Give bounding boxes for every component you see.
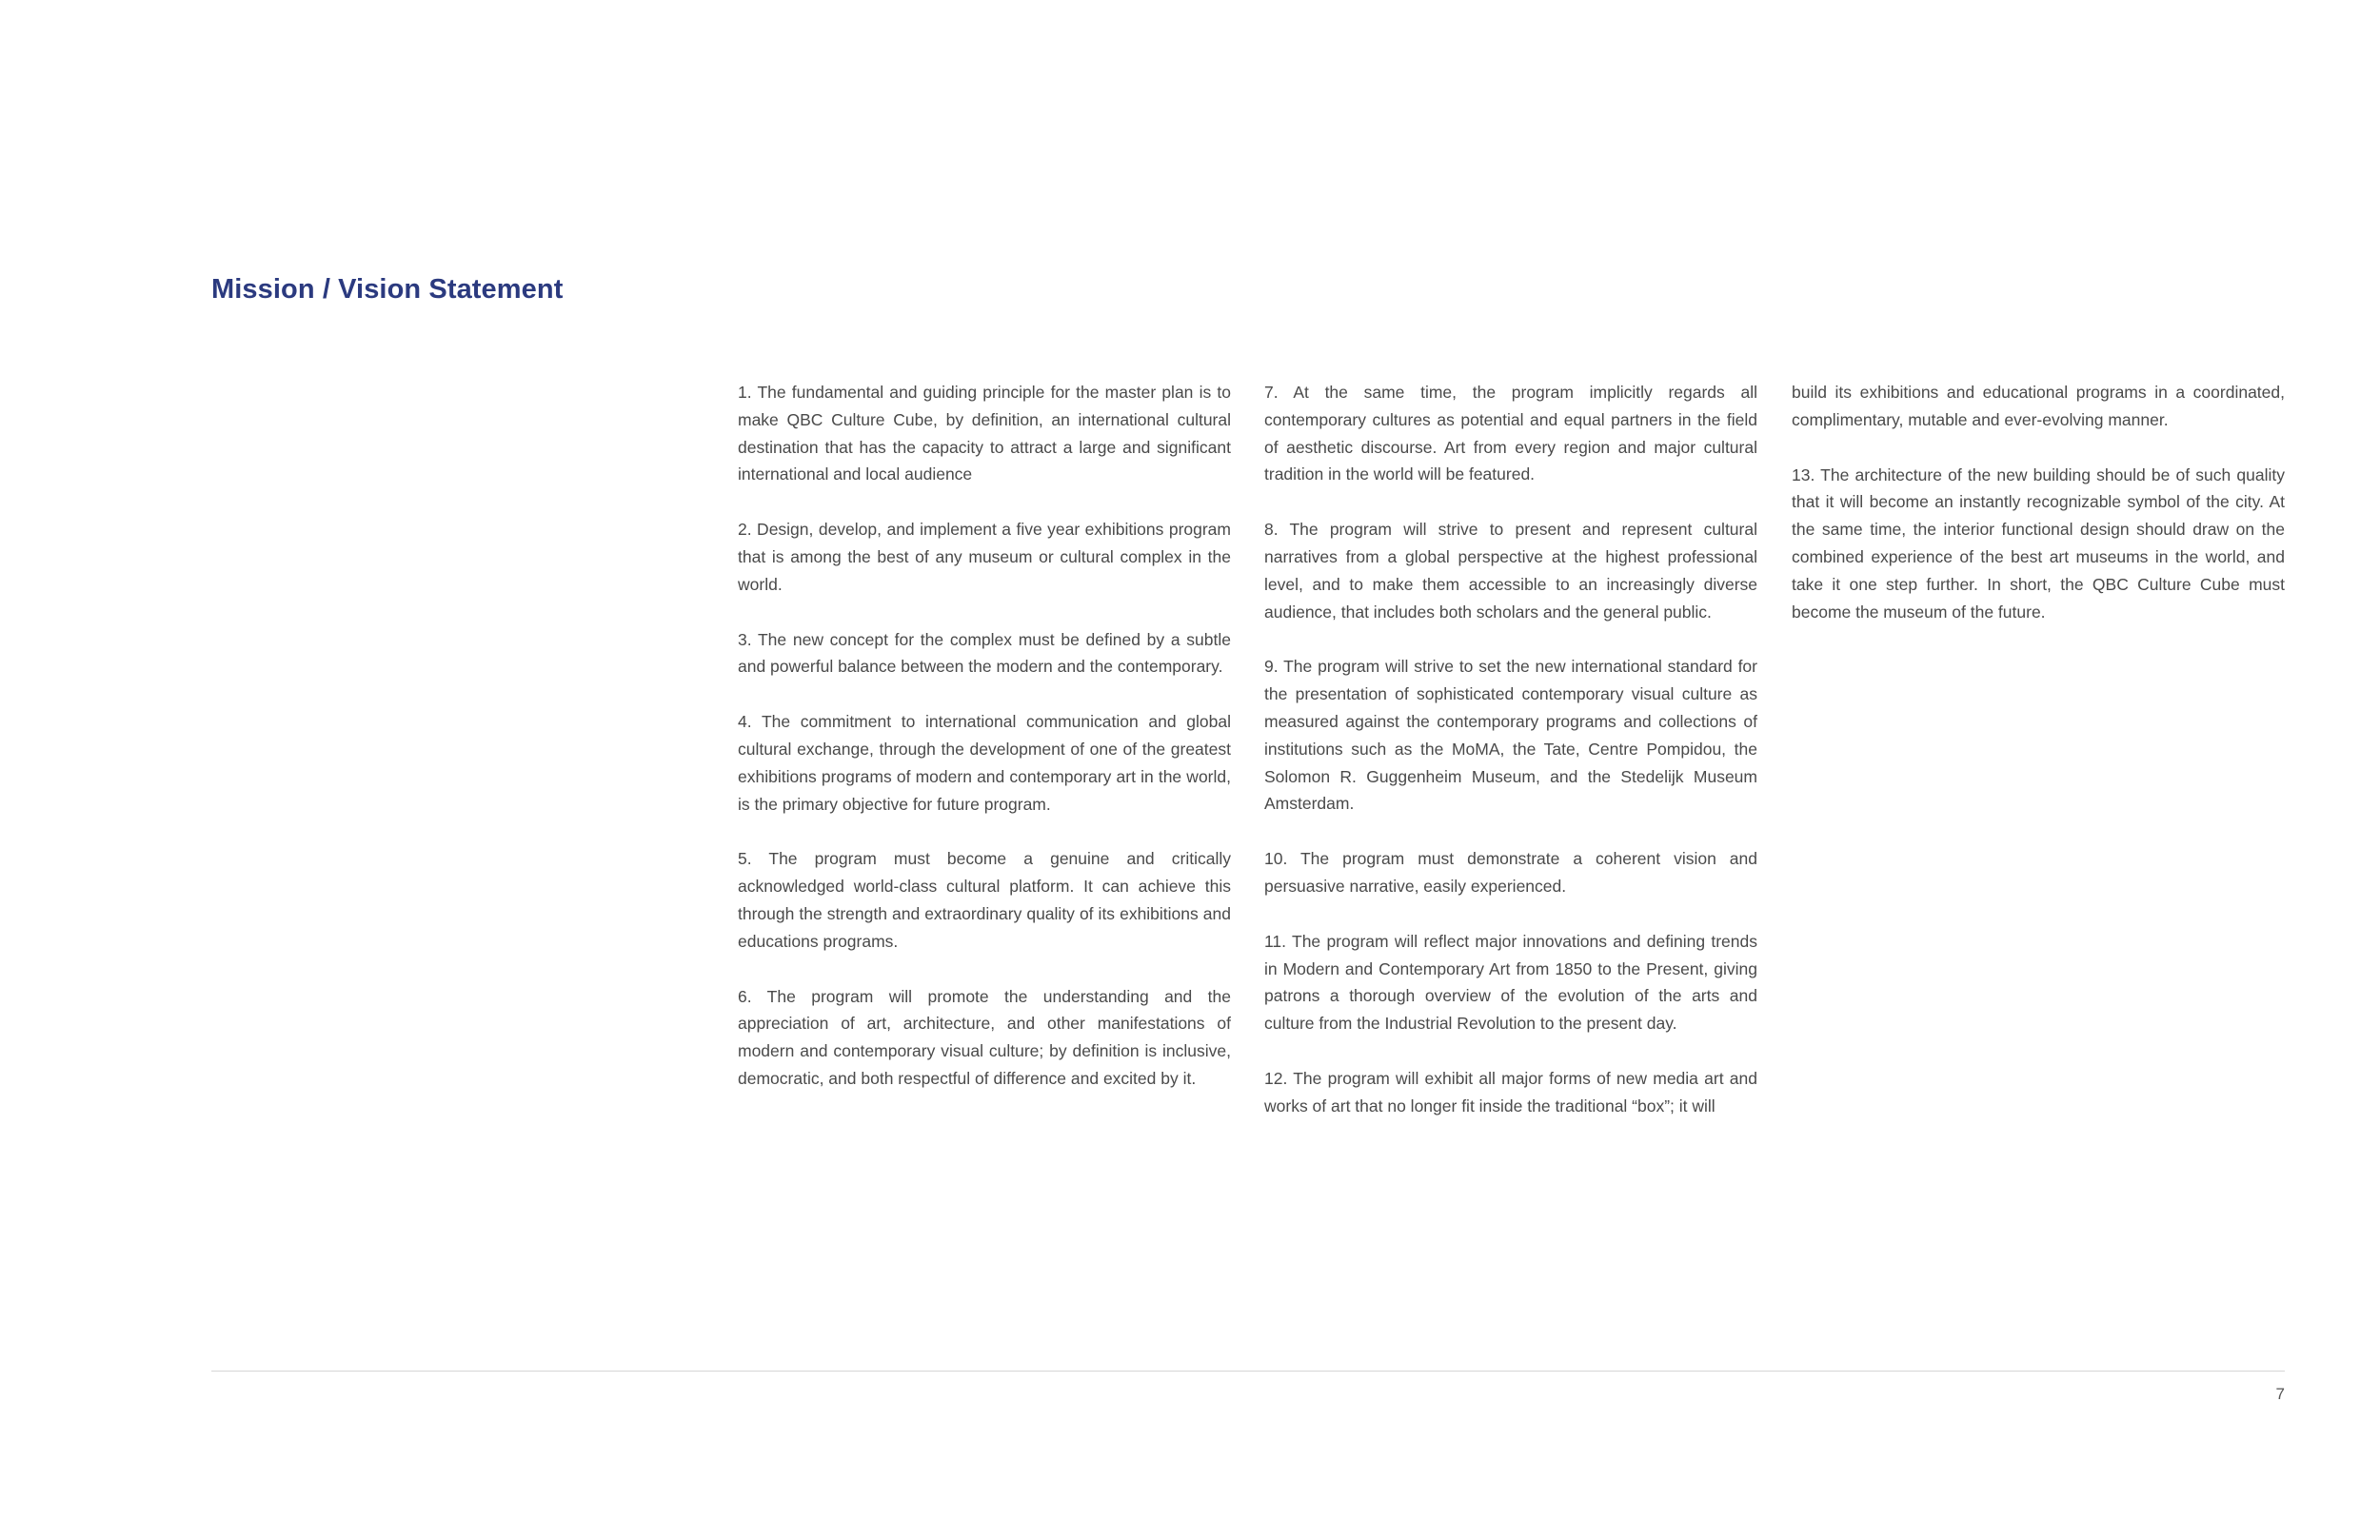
paragraph-3: 3. The new concept for the complex must be defined by a subtle and powerful balance between the modern and the contemporary. xyxy=(738,629,1231,677)
paragraph-13: 13. The architecture of the new building should be of such quality that it will become an instantly recognizable symbol of the city. At the same time, the interior functional design should draw on the combined experience of the best art museums in the world, and take it one step further. In short, the QBC Culture Cube must become the museum of the future. xyxy=(1792,464,2285,622)
paragraph-12-continued: build its exhibitions and educational programs in a coordinated, complimentary, mutable and ever-evolving manner. xyxy=(1792,383,2285,429)
paragraph-11: 11. The program will reflect major innovations and defining trends in Modern and Contemporary Art from 1850 to the Present, giving patrons a thorough overview of the evolution of the arts and culture from the Industrial Revolution to the present day. xyxy=(1264,931,1757,1034)
paragraph-5: 5. The program must become a genuine and critically acknowledged world-class cultural platform. It can achieve this through the strength and extraordinary quality of its exhibitions and educations programs. xyxy=(738,849,1231,951)
paragraph-2: 2. Design, develop, and implement a five year exhibitions program that is among the best of any museum or cultural complex in the world. xyxy=(738,520,1231,594)
paragraph-6: 6. The program will promote the understanding and the appreciation of art, architecture, and other manifestations of modern and contemporary visual culture; by definition is inclusive, democratic, and both respectful of difference and excited by it. xyxy=(738,986,1231,1088)
paragraph-8: 8. The program will strive to present and represent cultural narratives from a global perspective at the highest professional level, and to make them accessible to an increasingly diverse audience, that includes both scholars and the general public. xyxy=(1264,520,1757,622)
paragraph-7: 7. At the same time, the program implicitly regards all contemporary cultures as potential and equal partners in the field of aesthetic discourse. Art from every region and major cultural tradition in the world will be featured. xyxy=(1264,383,1757,484)
text-column-1 xyxy=(738,379,1231,1120)
page-title: Mission / Vision Statement xyxy=(211,274,564,305)
paragraph-1: 1. The fundamental and guiding principle for the master plan is to make QBC Culture Cube, by definition, an international cultural destination that has the capacity to attract a large and significant international and local audience xyxy=(738,383,1231,484)
text-column-3 xyxy=(1792,379,2285,653)
paragraph-10: 10. The program must demonstrate a coherent vision and persuasive narrative, easily experienced. xyxy=(1264,849,1757,896)
paragraph-4: 4. The commitment to international communication and global cultural exchange, through the development of one of the greatest exhibitions programs of modern and contemporary art in the world, is the primary objective for future program. xyxy=(738,712,1231,814)
paragraph-12: 12. The program will exhibit all major forms of new media art and works of art that no longer fit inside the traditional “box”; it will xyxy=(1264,1068,1757,1116)
footer-divider xyxy=(211,1371,2285,1372)
page-number: 7 xyxy=(2275,1385,2285,1403)
paragraph-9: 9. The program will strive to set the new international standard for the presentation of sophisticated contemporary visual culture as measured against the contemporary programs and collections of institutions such as the MoMA, the Tate, Centre Pompidou, the Solomon R. Guggenheim Museum, and the Stedelijk Museum Amsterdam. xyxy=(1264,657,1757,814)
text-column-2 xyxy=(1264,379,1757,1148)
